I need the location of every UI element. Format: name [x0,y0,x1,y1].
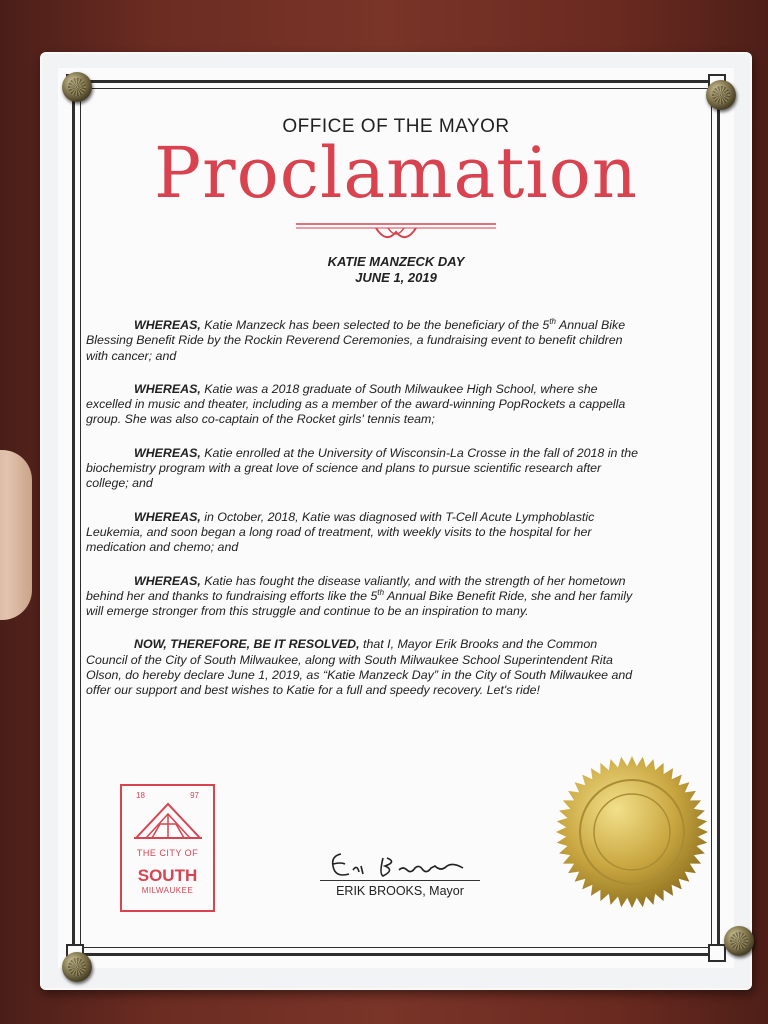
whereas-paragraph: WHEREAS, Katie has fought the disease valiantly, and with the strength of her hometown behind her and thanks to fundraising efforts like the 5th Annual Bike Benefit Ride, she and her family will emerge stronger from this struggle and continue to be an inspiration to many. [86,573,633,619]
whereas-paragraph: WHEREAS, Katie Manzeck has been selected to be the beneficiary of the 5th Annual Bike Blessing Benefit Ride by the Rockin Reverend Ceremonies, a fundraising event to benefit children with cancer; and [86,316,626,363]
proclamation-subject [58,254,734,286]
logo-year-left: 18 [136,791,145,800]
bridge-icon [132,798,204,846]
logo-year-right: 97 [190,791,199,800]
office-heading: OFFICE OF THE MAYOR [282,116,510,137]
mount-screw [62,72,92,102]
mount-screw [724,926,754,956]
day-date: JUNE 1, 2019 [355,270,437,285]
whereas-paragraph: WHEREAS, Katie enrolled at the University of Wisconsin-La Crosse in the fall of 2018 in the biochemistry program with a great love of science and plans to pursue scientific research after college; and [86,445,639,491]
mount-screw [706,80,736,110]
mayor-signature [323,844,478,884]
signer-name: ERIK BROOKS, Mayor [336,884,464,898]
logo-south: SOUTH [137,866,198,885]
proclamation-document [58,68,734,968]
logo-city-of: THE CITY OF [136,848,199,858]
logo-milwaukee: MILWAUKEE [141,886,194,895]
border-corner [708,944,726,962]
city-logo [120,784,215,912]
gold-seal [554,754,710,910]
hand-thumb [0,450,32,620]
document-title: Proclamation [154,132,638,214]
mount-screw [62,952,92,982]
whereas-paragraph: WHEREAS, in October, 2018, Katie was diagnosed with T-Cell Acute Lymphoblastic Leukemia, and soon began a long road of treatment, with weekly visits to the hospital for her medication and chemo; and [86,509,595,555]
whereas-paragraph: WHEREAS, Katie was a 2018 graduate of South Milwaukee High School, where she excelled in music and theater, including as a member of the award-winning PopRockets a cappella group. She was also co-captain of the Rocket girls' tennis team; [86,381,626,427]
flourish-ornament [296,218,496,248]
proclamation-body [86,318,638,717]
signature-line [320,880,480,881]
day-name: KATIE MANZECK DAY [327,254,465,269]
resolution-paragraph: NOW, THEREFORE, BE IT RESOLVED, that I, Mayor Erik Brooks and the Common Council of the City of South Milwaukee, along with South Milwaukee School Superintendent Rita Olson, do hereby declare June 1, 2019, as “Katie Manzeck Day” in the City of South Milwaukee and offer our support and best wishes to Katie for a full and speedy recovery. Let's ride! [86,637,633,698]
